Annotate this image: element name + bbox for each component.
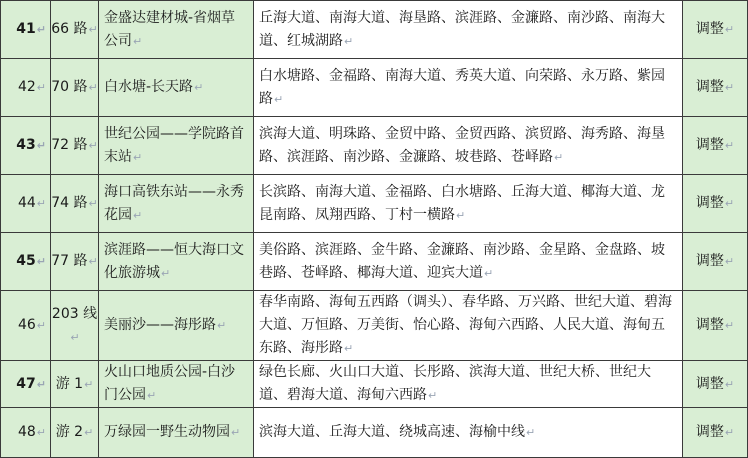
table-row: [1, 175, 748, 233]
route-number: 77 路↵: [51, 233, 99, 291]
route-stops: 美俗路、滨涯路、金牛路、金濂路、南沙路、金星路、金盘路、坡巷路、苍峄路、椰海大道、迎宾大道↵: [254, 233, 683, 291]
table-row: [1, 59, 748, 117]
table-row: [1, 117, 748, 175]
adjustment-status: 调整↵: [683, 175, 748, 233]
table-row: [1, 408, 748, 458]
table-row: [1, 1, 748, 59]
route-stops: 长滨路、南海大道、金福路、白水塘路、丘海大道、椰海大道、龙昆南路、凤翔西路、丁村一横路↵: [254, 175, 683, 233]
route-number: 203 线↵: [51, 291, 99, 361]
route-number: 74 路↵: [51, 175, 99, 233]
row-number: 44↵: [1, 175, 51, 233]
table-row: [1, 361, 748, 408]
route-stops: 丘海大道、南海大道、海垦路、滨涯路、金濂路、南沙路、南海大道、红城湖路↵: [254, 1, 683, 59]
route-name: 金盛达建材城-省烟草公司↵: [99, 1, 254, 59]
adjustment-status: 调整↵: [683, 361, 748, 408]
route-name: 滨涯路——恒大海口文化旅游城↵: [99, 233, 254, 291]
table-row: [1, 291, 748, 361]
table-row: [1, 233, 748, 291]
route-stops: 绿色长廊、火山口大道、长彤路、滨海大道、世纪大桥、世纪大道、碧海大道、海甸六西路↵: [254, 361, 683, 408]
route-name: 世纪公园——学院路首末站↵: [99, 117, 254, 175]
route-stops: 滨海大道、丘海大道、绕城高速、海榆中线↵: [254, 408, 683, 458]
route-stops: 滨海大道、明珠路、金贸中路、金贸西路、滨贸路、海秀路、海垦路、滨涯路、南沙路、金濂路、坡巷路、苍峄路↵: [254, 117, 683, 175]
route-number: 72 路↵: [51, 117, 99, 175]
route-name: 海口高铁东站——永秀花园↵: [99, 175, 254, 233]
route-name: 白水塘-长天路↵: [99, 59, 254, 117]
row-number: 48↵: [1, 408, 51, 458]
route-number: 66 路↵: [51, 1, 99, 59]
route-name: 美丽沙——海彤路↵: [99, 291, 254, 361]
row-number: 42↵: [1, 59, 51, 117]
route-name: 火山口地质公园-白沙门公园↵: [99, 361, 254, 408]
route-stops: 春华南路、海甸五西路（调头）、春华路、万兴路、世纪大道、碧海大道、万恒路、万美街、怡心路、海甸六西路、人民大道、海甸五东路、海彤路↵: [254, 291, 683, 361]
adjustment-status: 调整↵: [683, 233, 748, 291]
row-number: 45↵: [1, 233, 51, 291]
row-number: 43↵: [1, 117, 51, 175]
adjustment-status: 调整↵: [683, 408, 748, 458]
route-number: 游 1↵: [51, 361, 99, 408]
adjustment-status: 调整↵: [683, 117, 748, 175]
route-number: 70 路↵: [51, 59, 99, 117]
row-number: 41↵: [1, 1, 51, 59]
route-stops: 白水塘路、金福路、南海大道、秀英大道、向荣路、永万路、紫园路↵: [254, 59, 683, 117]
adjustment-status: 调整↵: [683, 1, 748, 59]
row-number: 46↵: [1, 291, 51, 361]
adjustment-status: 调整↵: [683, 59, 748, 117]
row-number: 47↵: [1, 361, 51, 408]
adjustment-status: 调整↵: [683, 291, 748, 361]
route-number: 游 2↵: [51, 408, 99, 458]
route-name: 万绿园一野生动物园↵: [99, 408, 254, 458]
